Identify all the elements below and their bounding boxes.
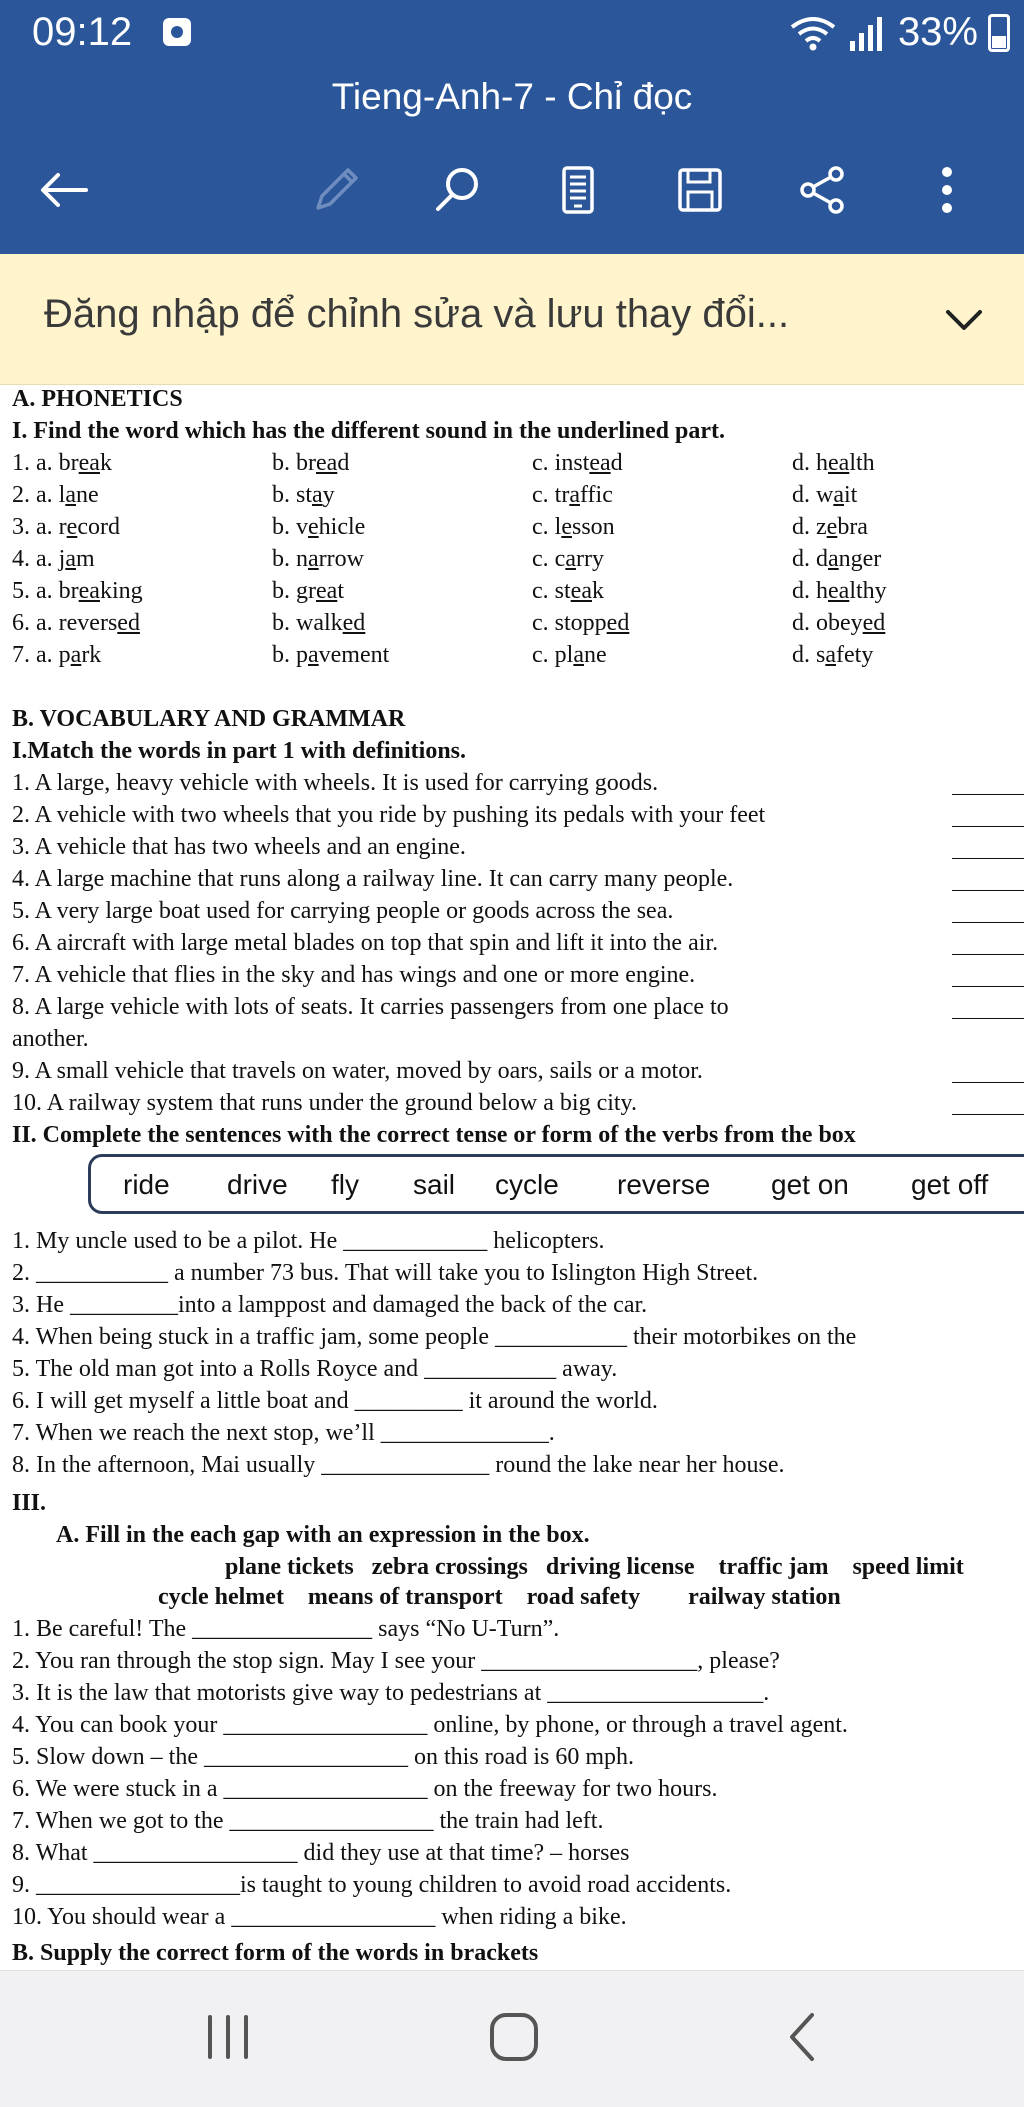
option-text: b. v — [272, 514, 308, 540]
underlined-part: a — [825, 642, 836, 668]
option-text: r — [58, 514, 67, 540]
sentence-line: 3. He _________into a lamppost and damaged the back of the car. — [12, 1292, 648, 1318]
option-text: j — [58, 546, 66, 572]
sentence-line: 3. It is the law that motorists give way to pedestrians at __________________. — [12, 1680, 770, 1706]
answer-blank — [952, 826, 1024, 827]
underlined-part: ed — [342, 610, 366, 636]
underlined-part: ea — [78, 578, 100, 604]
option-text: d. obey — [792, 610, 863, 636]
phonetic-option — [12, 608, 140, 638]
sentence-line: 5. Slow down – the _________________ on this road is 60 mph. — [12, 1744, 634, 1770]
answer-blank — [952, 986, 1024, 987]
phonetic-option — [792, 512, 868, 542]
sentence-line: 8. What _________________ did they use at that time? – horses — [12, 1840, 630, 1866]
exercise-title: I.Match the words in part 1 with definitions. — [12, 738, 467, 764]
phonetic-option — [532, 480, 613, 510]
notification-icon — [163, 18, 191, 46]
definition-line: 3. A vehicle that has two wheels and an engine. — [12, 834, 466, 860]
option-label: 2. a. — [12, 482, 59, 508]
verb-word: cycle — [495, 1169, 559, 1200]
sentence-line: 5. The old man got into a Rolls Royce and ___________ away. — [12, 1356, 618, 1382]
home-icon[interactable] — [482, 2005, 546, 2069]
phonetic-option — [272, 608, 365, 638]
sentence-line: 2. You ran through the stop sign. May I see your __________________, please? — [12, 1648, 780, 1674]
phonetic-option — [12, 640, 101, 670]
definition-line: 5. A very large boat used for carrying people or goods across the sea. — [12, 898, 674, 924]
option-text: it — [844, 482, 858, 508]
phonetic-option — [12, 448, 112, 478]
sign-in-banner[interactable] — [0, 254, 1024, 385]
phonetic-option — [272, 480, 335, 510]
option-text: b. gr — [272, 578, 316, 604]
save-button[interactable] — [660, 150, 740, 230]
option-label: 6. a. — [12, 610, 59, 636]
option-label: 3. a. — [12, 514, 59, 540]
verb-word: drive — [227, 1169, 288, 1200]
option-label: 1. a. — [12, 450, 59, 476]
document-title: Tieng-Anh-7 - Chỉ đọc — [331, 76, 693, 117]
option-text: d. h — [792, 450, 828, 476]
exercise-title: A. Fill in the each gap with an expression in the box. — [56, 1522, 590, 1548]
definition-line: 7. A vehicle that flies in the sky and has wings and one or more engine. — [12, 962, 696, 988]
status-bar — [0, 0, 1024, 70]
option-text: k — [591, 578, 604, 604]
definition-line: 6. A aircraft with large metal blades on top that spin and lift it into the air. — [12, 930, 719, 956]
more-options-button[interactable] — [907, 150, 987, 230]
sentence-line: 6. I will get myself a little boat and _________ it around the world. — [12, 1388, 658, 1414]
option-text: ne — [583, 642, 607, 668]
definition-line: 2. A vehicle with two wheels that you ride by pushing its pedals with your feet — [12, 802, 766, 828]
phonetic-option — [532, 608, 629, 638]
underlined-part: ea — [828, 578, 850, 604]
arrow-left-icon — [36, 162, 92, 218]
more-vertical-icon — [919, 162, 975, 218]
option-text: ffic — [579, 482, 613, 508]
sentence-line: 7. When we reach the next stop, we’ll ______________. — [12, 1420, 555, 1446]
option-text: nger — [838, 546, 882, 572]
option-text: m — [75, 546, 95, 572]
exercise-title: II. Complete the sentences with the correct tense or form of the verbs from the box — [12, 1122, 856, 1148]
battery-icon — [988, 14, 1010, 52]
definition-line: 8. A large vehicle with lots of seats. It carries passengers from one place to — [12, 994, 729, 1020]
underlined-part: ea — [316, 578, 338, 604]
option-text: fety — [836, 642, 874, 668]
verb-word: reverse — [617, 1169, 711, 1200]
battery-percent: 33% — [897, 10, 978, 54]
phonetic-option — [532, 448, 623, 478]
option-text: b. n — [272, 546, 308, 572]
option-text: d — [337, 450, 350, 476]
answer-blank — [952, 858, 1024, 859]
phonetic-option — [792, 480, 857, 510]
banner-text: Đăng nhập để chỉnh sửa và lưu thay đổi... — [44, 292, 790, 336]
verb-word: get off — [911, 1169, 989, 1200]
option-label: 5. a. — [12, 578, 59, 604]
option-text: vement — [318, 642, 390, 668]
sentence-line: 4. When being stuck in a traffic jam, some people ___________ their motorbikes on the — [12, 1324, 857, 1350]
option-text: cord — [77, 514, 120, 540]
underlined-part: ed — [117, 610, 140, 636]
verb-word: sail — [413, 1169, 456, 1200]
underlined-part: a — [65, 546, 76, 572]
underlined-part: a — [308, 546, 319, 572]
phonetic-option — [272, 448, 349, 478]
toolbar — [0, 150, 1024, 230]
share-button[interactable] — [782, 150, 862, 230]
underlined-part: ea — [828, 450, 850, 476]
option-text: k — [99, 450, 112, 476]
edit-button[interactable] — [296, 150, 376, 230]
sentence-line: 10. You should wear a _________________ when riding a bike. — [12, 1904, 627, 1930]
section-heading: B. VOCABULARY AND GRAMMAR — [12, 706, 406, 732]
phonetic-option — [12, 576, 143, 606]
option-text: l — [58, 482, 66, 508]
phonetic-option — [272, 512, 365, 542]
exercise-title: I. Find the word which has the different sound in the underlined part. — [12, 418, 725, 444]
definition-line: 4. A large machine that runs along a railway line. It can carry many people. — [12, 866, 734, 892]
option-text: revers — [58, 610, 118, 636]
underlined-part: a — [828, 546, 839, 572]
phonetic-option — [272, 576, 344, 606]
exercise-title: III. — [12, 1490, 47, 1516]
option-text: c. stopp — [532, 610, 607, 636]
option-text: c. c — [532, 546, 566, 572]
answer-blank — [952, 1114, 1024, 1115]
phonetic-option — [272, 544, 364, 574]
option-text: br — [58, 450, 79, 476]
option-text: c. pl — [532, 642, 574, 668]
verb-box — [88, 1154, 1024, 1214]
option-text: ne — [75, 482, 99, 508]
phonetic-option — [12, 512, 120, 542]
phonetic-option — [792, 576, 887, 606]
option-text: c. st — [532, 578, 571, 604]
option-text: br — [58, 578, 79, 604]
document-page — [0, 384, 1024, 1970]
expression-row: cycle helmet means of transport road safety railway station — [158, 1584, 841, 1610]
underlined-part: a — [569, 482, 580, 508]
option-text: d. w — [792, 482, 834, 508]
phonetic-option — [532, 640, 607, 670]
underlined-part: a — [573, 642, 584, 668]
phonetic-option — [12, 480, 99, 510]
verb-word: get on — [771, 1169, 849, 1200]
exercise-title: B. Supply the correct form of the words in brackets — [12, 1940, 539, 1966]
underlined-part: a — [70, 642, 82, 668]
option-text: b. br — [272, 450, 316, 476]
option-label: 4. a. — [12, 546, 59, 572]
back-button[interactable] — [24, 150, 104, 230]
back-nav-icon[interactable] — [772, 2005, 836, 2069]
mobile-view-icon — [550, 162, 606, 218]
sentence-line: 4. You can book your _________________ online, by phone, or through a travel agent. — [12, 1712, 848, 1738]
underlined-part: ed — [606, 610, 630, 636]
phonetic-option — [792, 448, 875, 478]
save-icon — [672, 162, 728, 218]
share-icon — [794, 162, 850, 218]
underlined-part: ea — [316, 450, 338, 476]
option-text: d. z — [792, 514, 827, 540]
sentence-line: 9. _________________is taught to young children to avoid road accidents. — [12, 1872, 732, 1898]
option-text: d — [610, 450, 623, 476]
definition-line: 1. A large, heavy vehicle with wheels. It is used for carrying goods. — [12, 770, 659, 796]
reading-view-button[interactable] — [538, 150, 618, 230]
answer-blank — [952, 954, 1024, 955]
underlined-part: e — [66, 514, 78, 540]
phonetic-option — [532, 512, 615, 542]
recent-apps-icon[interactable] — [196, 2005, 260, 2069]
option-text: lth — [849, 450, 875, 476]
underlined-part: ea — [589, 450, 611, 476]
navigation-bar — [0, 1970, 1024, 2107]
verb-word: fly — [331, 1169, 359, 1200]
answer-blank — [952, 1082, 1024, 1083]
phonetic-option — [792, 640, 873, 670]
option-text: t — [337, 578, 344, 604]
app-bar — [0, 0, 1024, 254]
underlined-part: ed — [862, 610, 886, 636]
search-button[interactable] — [418, 150, 498, 230]
answer-blank — [952, 1018, 1024, 1019]
underlined-part: ea — [570, 578, 592, 604]
option-text: hicle — [318, 514, 366, 540]
underlined-part: ea — [78, 450, 100, 476]
option-text: d. d — [792, 546, 828, 572]
status-right — [788, 10, 1010, 55]
option-text: c. l — [532, 514, 562, 540]
phonetic-option — [792, 544, 881, 574]
sentence-line: 8. In the afternoon, Mai usually ______________ round the lake near her house. — [12, 1452, 785, 1478]
option-text: lthy — [849, 578, 887, 604]
status-time: 09:12 — [32, 10, 133, 54]
chevron-down-icon[interactable] — [940, 296, 988, 344]
cell-signal-icon — [848, 13, 888, 53]
option-text: b. p — [272, 642, 308, 668]
answer-blank — [952, 922, 1024, 923]
pencil-icon — [308, 162, 364, 218]
answer-blank — [952, 794, 1024, 795]
phonetic-option — [532, 576, 604, 606]
definition-line: 9. A small vehicle that travels on water, moved by oars, sails or a motor. — [12, 1058, 703, 1084]
sentence-line: 7. When we got to the _________________ the train had left. — [12, 1808, 604, 1834]
phonetic-option — [272, 640, 389, 670]
option-text: bra — [837, 514, 868, 540]
search-icon — [430, 162, 486, 218]
underlined-part: a — [312, 482, 323, 508]
expression-row: plane tickets zebra crossings driving license traffic jam speed limit — [225, 1554, 964, 1580]
underlined-part: e — [561, 514, 572, 540]
section-heading: A. PHONETICS — [12, 386, 183, 412]
option-text: sson — [571, 514, 615, 540]
option-text: c. tr — [532, 482, 570, 508]
option-text: p — [58, 642, 71, 668]
option-text: rry — [575, 546, 604, 572]
option-text: c. inst — [532, 450, 590, 476]
underlined-part: e — [308, 514, 319, 540]
sentence-line: 1. Be careful! The _______________ says “No U-Turn”. — [12, 1616, 560, 1642]
sentence-line: 2. ___________ a number 73 bus. That will take you to Islington High Street. — [12, 1260, 759, 1286]
sentence-line: 1. My uncle used to be a pilot. He ____________ helicopters. — [12, 1228, 605, 1254]
phonetic-option — [532, 544, 604, 574]
sentence-line: 6. We were stuck in a _________________ on the freeway for two hours. — [12, 1776, 718, 1802]
option-text: d. s — [792, 642, 826, 668]
option-text: rk — [81, 642, 102, 668]
underlined-part: e — [826, 514, 838, 540]
definition-line: 10. A railway system that runs under the ground below a big city. — [12, 1090, 637, 1116]
answer-blank — [952, 890, 1024, 891]
option-text: b. walk — [272, 610, 343, 636]
option-label: 7. a. — [12, 642, 59, 668]
definition-line: another. — [12, 1026, 89, 1052]
underlined-part: a — [565, 546, 576, 572]
wifi-signal-icon — [788, 13, 838, 53]
phonetic-option — [12, 544, 95, 574]
underlined-part: a — [65, 482, 76, 508]
phonetic-option — [792, 608, 885, 638]
option-text: d. h — [792, 578, 828, 604]
option-text: y — [322, 482, 335, 508]
option-text: king — [99, 578, 143, 604]
option-text: b. st — [272, 482, 313, 508]
verb-word: ride — [123, 1169, 170, 1200]
underlined-part: a — [308, 642, 319, 668]
option-text: rrow — [318, 546, 364, 572]
underlined-part: a — [833, 482, 844, 508]
